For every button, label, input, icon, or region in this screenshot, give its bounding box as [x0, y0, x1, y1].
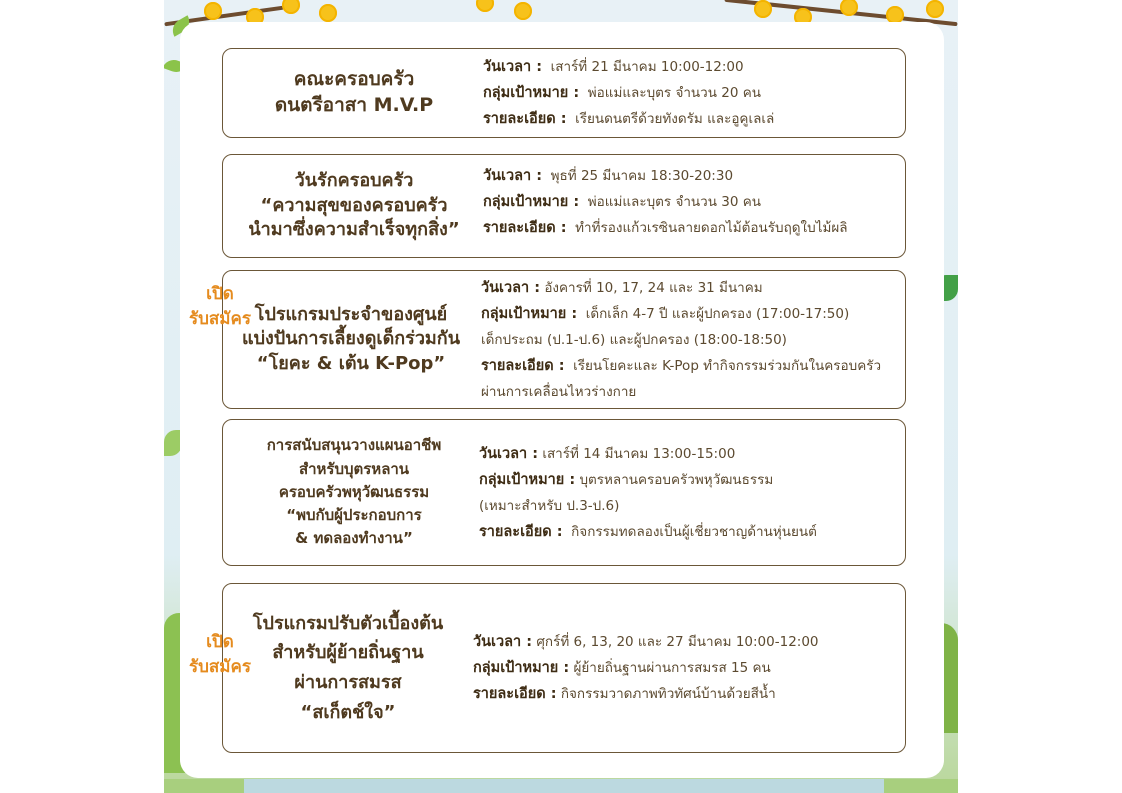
activity-title: คณะครอบครัว ดนตรีอาสา M.V.P [274, 68, 434, 116]
when-line: วันเวลา : พุธที่ 25 มีนาคม 18:30-20:30 [483, 168, 734, 184]
detail-line: รายละเอียด : กิจกรรมวาดภาพทิวทัศน์บ้านด้วยสีน้ำ [473, 686, 776, 702]
detail-line-extra: ผ่านการเคลื่อนไหวร่างกาย [481, 383, 637, 400]
open-registration-badge: เปิด รับสมัคร [188, 632, 251, 677]
target-line: กลุ่มเป้าหมาย : บุตรหลานครอบครัวพหุวัฒนธรรม [479, 471, 774, 488]
when-line: วันเวลา : เสาร์ที่ 21 มีนาคม 10:00-12:00 [483, 59, 744, 75]
poster [164, 0, 958, 793]
open-registration-badge: เปิด รับสมัคร [188, 284, 251, 329]
forsythia-flower-icon [926, 0, 944, 18]
activity-details [483, 155, 897, 257]
activity-title: การสนับสนุนวางแผนอาชีพ สำหรับบุตรหลาน ครอบครัวพหุวัฒนธรรม “พบกับผู้ประกอบการ & ทดลองทำงาน” [266, 436, 442, 548]
forsythia-flower-icon [754, 0, 772, 18]
target-line: กลุ่มเป้าหมาย : พ่อแม่และบุตร จำนวน 30 คน [483, 194, 761, 210]
activity-row [222, 419, 906, 566]
activity-details [473, 584, 897, 752]
forsythia-flower-icon [476, 0, 494, 12]
target-line: กลุ่มเป้าหมาย : พ่อแม่และบุตร จำนวน 20 คน [483, 85, 761, 101]
target-line: กลุ่มเป้าหมาย : เด็กเล็ก 4-7 ปี และผู้ปกครอง (17:00-17:50) [481, 305, 850, 322]
forsythia-flower-icon [319, 4, 337, 22]
forsythia-flower-icon [514, 2, 532, 20]
detail-line: รายละเอียด : เรียนดนตรีด้วยทังดรัม และอูคูเลเล่ [483, 111, 775, 127]
target-line-extra: เด็กประถม (ป.1-ป.6) และผู้ปกครอง (18:00-18:50) [481, 331, 787, 348]
when-line: วันเวลา : ศุกร์ที่ 6, 13, 20 และ 27 มีนาคม 10:00-12:00 [473, 634, 819, 650]
detail-line: รายละเอียด : เรียนโยคะและ K-Pop ทำกิจกรรมร่วมกันในครอบครัว [481, 357, 882, 374]
activity-details [481, 271, 897, 408]
when-line: วันเวลา : อังคารที่ 10, 17, 24 และ 31 มีนาคม [481, 279, 763, 296]
activity-row [222, 48, 906, 138]
activity-row [222, 583, 906, 753]
activity-title: โปรแกรมประจำของศูนย์ แบ่งปันการเลี้ยงดูเด็กร่วมกัน “โยคะ & เต้น K-Pop” [241, 303, 460, 374]
activity-title: วันรักครอบครัว “ความสุขของครอบครัว นำมาซึ่งความสำเร็จทุกสิ่ง” [248, 170, 460, 241]
forsythia-flower-icon [282, 0, 300, 14]
activity-details [479, 420, 897, 565]
river-decoration [244, 779, 884, 793]
schedule-card [180, 22, 944, 778]
detail-line: รายละเอียด : ทำที่รองแก้วเรซินลายดอกไม้ต้อนรับฤดูใบไม้ผลิ [483, 220, 848, 236]
forsythia-flower-icon [204, 2, 222, 20]
target-line-extra: (เหมาะสำหรับ ป.3-ป.6) [479, 497, 620, 514]
when-line: วันเวลา : เสาร์ที่ 14 มีนาคม 13:00-15:00 [479, 445, 736, 462]
activity-row [222, 270, 906, 409]
activity-row [222, 154, 906, 258]
target-line: กลุ่มเป้าหมาย : ผู้ย้ายถิ่นฐานผ่านการสมรส 15 คน [473, 660, 771, 676]
activity-details [483, 49, 897, 137]
detail-line: รายละเอียด : กิจกรรมทดลองเป็นผู้เชี่ยวชาญด้านหุ่นยนต์ [479, 523, 817, 540]
activity-title: โปรแกรมปรับตัวเบื้องต้น สำหรับผู้ย้ายถิ่นฐาน ผ่านการสมรส “สเก็ตช์ใจ” [252, 612, 444, 723]
